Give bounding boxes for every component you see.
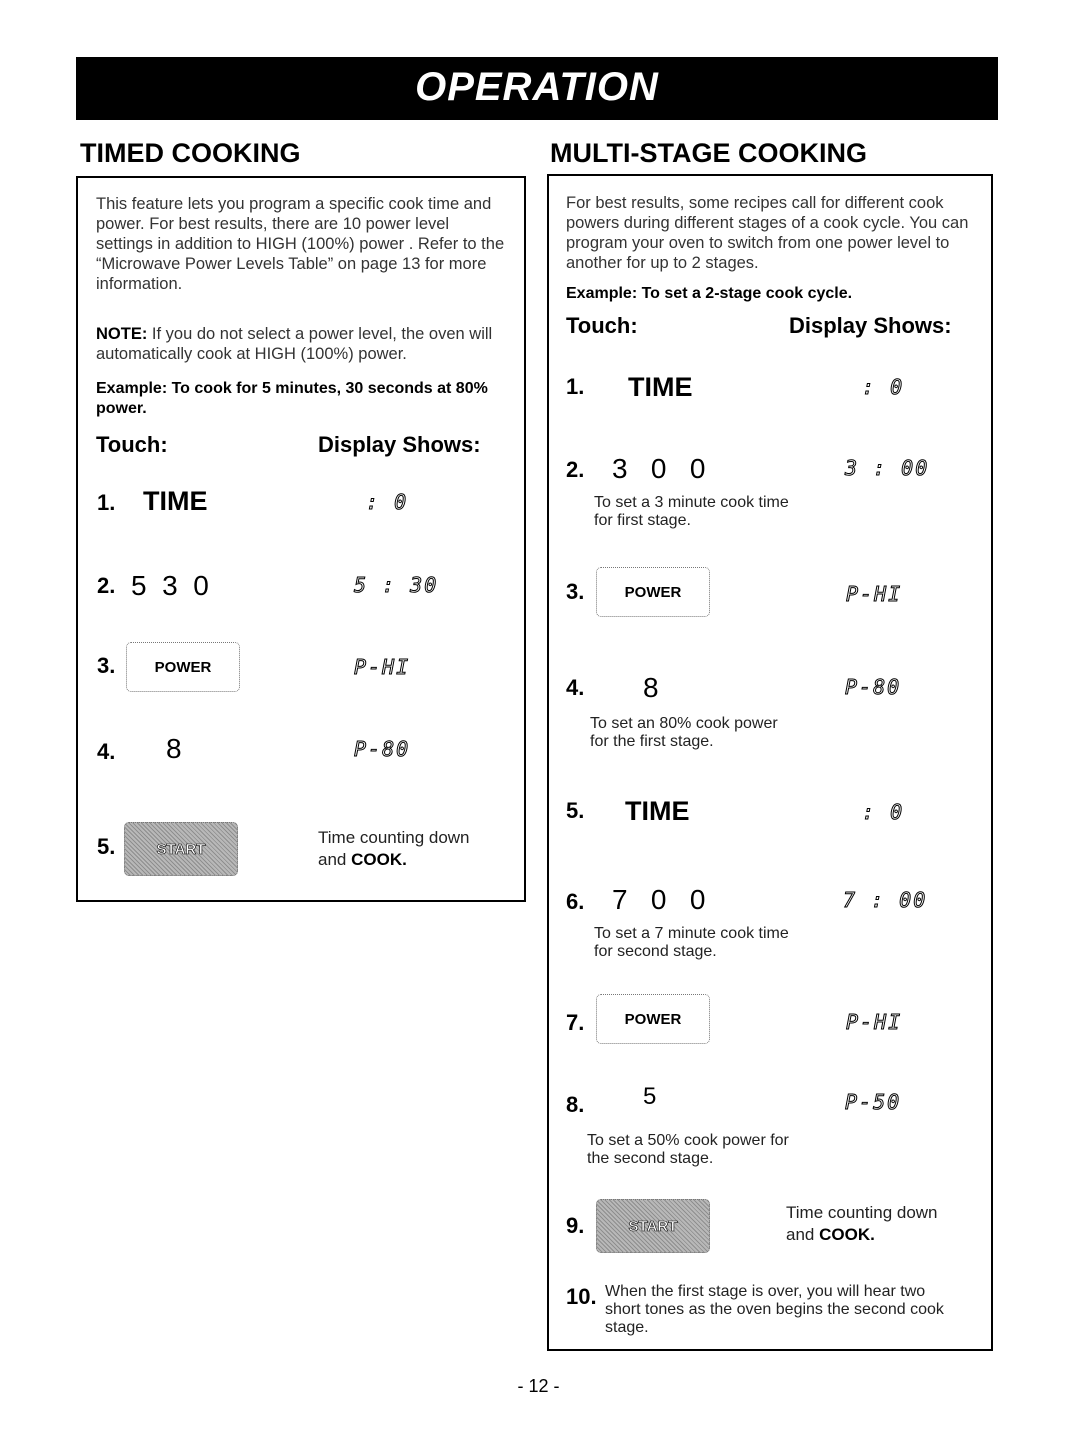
start-button[interactable]: START	[596, 1199, 710, 1253]
power-button[interactable]: POWER	[126, 642, 240, 692]
description-bold: COOK.	[819, 1225, 875, 1244]
step-note: To set an 80% cook power for the first stage.	[590, 715, 778, 750]
note-label: NOTE:	[96, 325, 148, 343]
step-number: 7.	[566, 1010, 585, 1035]
time-key: TIME	[628, 372, 693, 402]
step-number: 3.	[566, 579, 585, 604]
step-number: 9.	[566, 1213, 585, 1238]
note-text: If you do not select a power level, the oven will automatically cook at HIGH (100%) power.	[96, 325, 493, 363]
display-readout: 5 : 30	[354, 573, 439, 597]
display-readout: P-80	[845, 675, 902, 699]
step-number: 8.	[566, 1092, 585, 1117]
digit-keys: 5 3 0	[131, 570, 209, 601]
display-readout: 3 : 00	[845, 456, 930, 480]
description-line: Time counting down	[318, 828, 470, 847]
description-line	[786, 1224, 976, 1246]
display-readout: P-HI	[846, 582, 903, 606]
digit-key: 5	[643, 1083, 657, 1110]
step-number: 5.	[566, 798, 585, 823]
digit-keys: 7 0 0	[612, 884, 706, 915]
step-number: 4.	[566, 675, 585, 700]
time-key: TIME	[625, 796, 690, 826]
step-number: 5.	[97, 834, 116, 859]
multi-touch-header: Touch:	[566, 313, 638, 338]
power-button[interactable]: POWER	[596, 567, 710, 617]
description-and: and	[786, 1225, 820, 1244]
timed-display-header: Display Shows:	[318, 432, 481, 457]
step-note: To set a 7 minute cook time for second stage.	[594, 925, 789, 960]
banner-title: OPERATION	[415, 65, 659, 109]
start-button[interactable]: START	[124, 822, 238, 876]
step-note: To set a 50% cook power for the second stage.	[587, 1132, 789, 1167]
display-readout: P-50	[845, 1090, 902, 1114]
timed-intro: This feature lets you program a specific cook time and power. For best results, there are 10 power level settings in addition to HIGH (100%) power . Refer to the “Microwave Power Levels Table” on page 13 for more information.	[96, 195, 505, 293]
multi-intro: For best results, some recipes call for different cook powers during different stages of a cook cycle. You can program your oven to switch from one power level to another for up to 2 stages.	[566, 194, 969, 272]
step-note: When the first stage is over, you will hear two short tones as the oven begins the second cook stage.	[605, 1283, 944, 1336]
step-number: 2.	[97, 573, 116, 598]
multi-stage-box	[547, 174, 993, 1351]
display-readout: P-80	[354, 737, 411, 761]
step-number: 1.	[566, 374, 585, 399]
timed-example: Example: To cook for 5 minutes, 30 seconds at 80% power.	[96, 380, 488, 417]
step-number: 10.	[566, 1284, 597, 1309]
step-number: 2.	[566, 457, 585, 482]
display-readout: : 0	[862, 375, 905, 399]
multi-display-header: Display Shows:	[789, 313, 952, 338]
display-readout: P-HI	[354, 655, 411, 679]
step-number: 6.	[566, 889, 585, 914]
display-description	[318, 827, 508, 871]
step-number: 3.	[97, 653, 116, 678]
timed-note	[96, 324, 508, 364]
power-button[interactable]: POWER	[596, 994, 710, 1044]
description-line: Time counting down	[786, 1203, 938, 1222]
page-number: - 12 -	[517, 1376, 560, 1396]
display-readout: : 0	[366, 490, 409, 514]
timed-touch-header: Touch:	[96, 432, 168, 457]
description-and: and	[318, 850, 352, 869]
digit-key: 8	[643, 672, 659, 703]
digit-keys: 3 0 0	[612, 453, 706, 484]
step-number: 4.	[97, 739, 116, 764]
display-readout: P-HI	[846, 1010, 903, 1034]
timed-cooking-title: TIMED COOKING	[80, 138, 301, 168]
multi-stage-title: MULTI-STAGE COOKING	[550, 138, 867, 168]
description-bold: COOK.	[351, 850, 407, 869]
digit-key: 8	[166, 733, 182, 764]
header-banner	[76, 57, 998, 120]
display-readout: 7 : 00	[843, 888, 928, 912]
time-key: TIME	[143, 486, 208, 516]
display-readout: : 0	[862, 800, 905, 824]
description-line	[318, 849, 508, 871]
display-description	[786, 1202, 976, 1246]
multi-example: Example: To set a 2-stage cook cycle.	[566, 285, 853, 302]
step-number: 1.	[97, 490, 116, 515]
step-note: To set a 3 minute cook time for first stage.	[594, 494, 789, 529]
